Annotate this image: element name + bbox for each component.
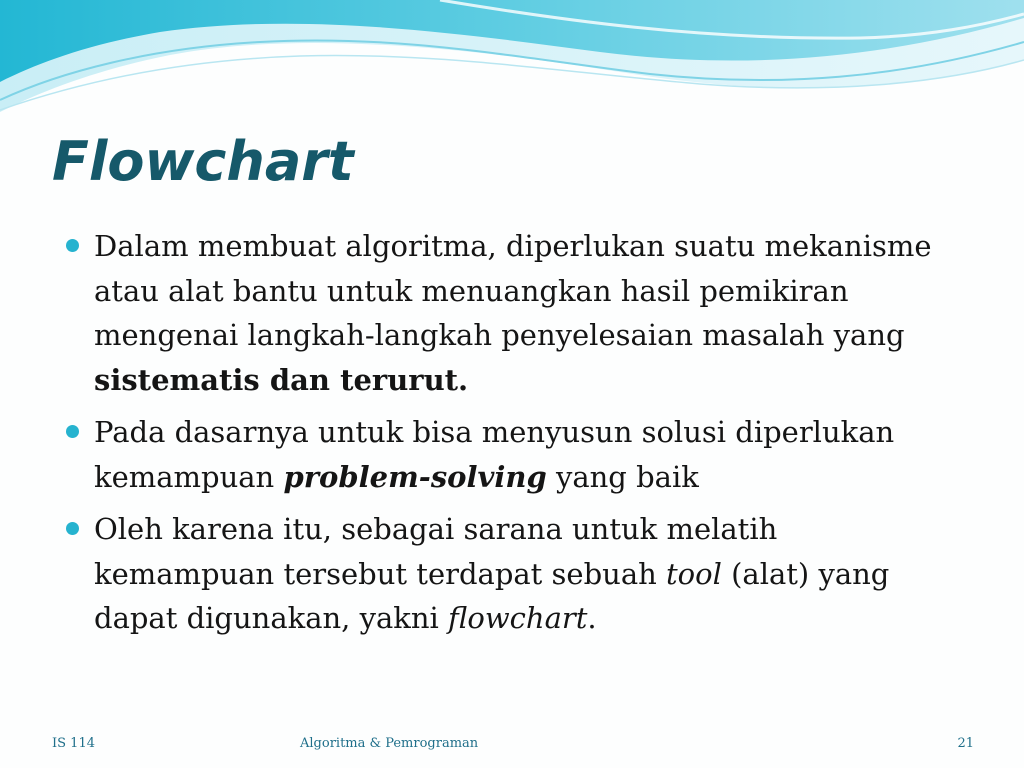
bullet-item bbox=[64, 224, 964, 402]
footer-course-code: IS 114 bbox=[52, 736, 95, 751]
text-run-italic: flowchart bbox=[448, 601, 588, 635]
footer-page-number: 21 bbox=[957, 736, 974, 751]
text-run-bold-italic: problem-solving bbox=[283, 459, 547, 494]
text-run: Pada dasarnya untuk bisa menyusun solusi diperlukan kemampuan bbox=[94, 415, 895, 494]
bullet-dot-icon bbox=[66, 522, 79, 535]
footer-course-title: Algoritma & Pemrograman bbox=[300, 736, 479, 751]
header-wave-decoration bbox=[0, 0, 1024, 130]
text-run: Dalam membuat algoritma, diperlukan suatu mekanisme atau alat bantu untuk menuangkan hasil pemikiran mengenai langkah-langkah penyelesaian masalah yang bbox=[94, 229, 932, 352]
text-run-bold: sistematis dan terurut. bbox=[94, 362, 469, 397]
bullet-dot-icon bbox=[66, 239, 79, 252]
bullet-dot-icon bbox=[66, 425, 79, 438]
slide-title: Flowchart bbox=[52, 130, 354, 193]
bullet-item bbox=[64, 507, 964, 641]
bullet-text bbox=[94, 415, 894, 494]
text-run: . bbox=[587, 601, 597, 635]
text-run: Oleh karena itu, sebagai sarana untuk melatih kemampuan tersebut terdapat sebuah bbox=[94, 512, 778, 591]
bullet-text bbox=[94, 512, 889, 635]
bullet-text bbox=[94, 229, 932, 397]
bullet-list bbox=[64, 224, 964, 649]
text-run: yang baik bbox=[546, 459, 699, 494]
text-run-italic: tool bbox=[666, 556, 722, 591]
bullet-item bbox=[64, 410, 964, 499]
text-run: (alat) yang dapat digunakan, yakni bbox=[94, 556, 890, 635]
